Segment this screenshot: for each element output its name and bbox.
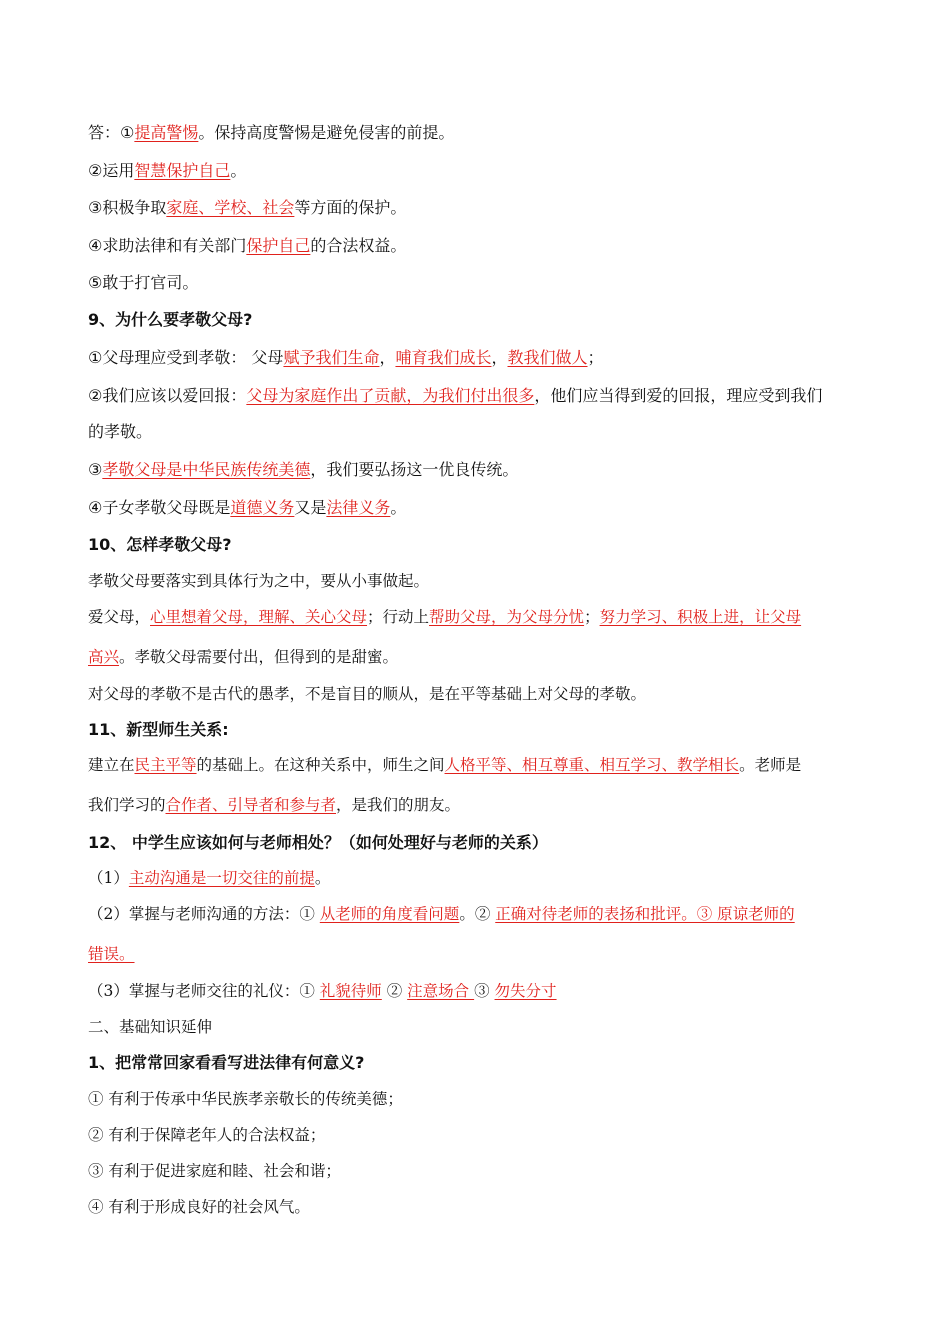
highlighted-answer: 孝敬父母是中华民族传统美德 bbox=[102, 460, 311, 479]
highlighted-answer: 从老师的角度看问题 bbox=[319, 905, 460, 923]
text-segment: 12、 中学生应该如何与老师相处？（如何处理好与老师的关系） bbox=[88, 833, 548, 852]
text-line bbox=[88, 943, 870, 965]
text-line bbox=[88, 1088, 870, 1110]
text-segment: ③ bbox=[88, 460, 103, 479]
text-segment: （2）掌握与老师沟通的方法：① bbox=[88, 905, 320, 923]
text-line bbox=[88, 832, 870, 854]
text-line bbox=[88, 197, 870, 219]
text-segment: 爱父母， bbox=[88, 608, 151, 626]
highlighted-answer: 合作者、引导者和参与者 bbox=[165, 796, 337, 814]
text-line bbox=[88, 646, 870, 668]
text-line bbox=[88, 570, 870, 592]
text-segment: 对父母的孝敬不是古代的愚孝，不是盲目的顺从，是在平等基础上对父母的孝敬。 bbox=[88, 685, 647, 703]
highlighted-answer: 智慧保护自己 bbox=[134, 161, 231, 180]
text-segment: 。 bbox=[314, 869, 331, 887]
text-segment: ；行动上 bbox=[367, 608, 430, 626]
text-line bbox=[88, 794, 870, 816]
text-segment: 。 bbox=[230, 161, 247, 180]
text-segment: ⑤敢于打官司。 bbox=[88, 273, 199, 292]
text-segment: （1） bbox=[88, 869, 129, 887]
text-segment: ，他们应当得到爱的回报，理应受到我们 bbox=[534, 386, 823, 405]
text-line bbox=[88, 1124, 870, 1146]
text-segment: ①父母理应受到孝敬： 父母 bbox=[88, 348, 284, 367]
highlighted-answer: 人格平等、相互尊重、相互学习、教学相长 bbox=[444, 756, 740, 774]
text-line bbox=[88, 683, 870, 705]
text-line bbox=[88, 421, 870, 443]
text-segment: ②我们应该以爱回报： bbox=[88, 386, 247, 405]
text-line bbox=[88, 867, 870, 889]
text-segment: ③积极争取 bbox=[88, 198, 167, 217]
text-line bbox=[88, 160, 870, 182]
highlighted-answer: 教我们做人 bbox=[507, 348, 588, 367]
text-segment: 答：① bbox=[88, 123, 135, 142]
text-segment: （3）掌握与老师交往的礼仪：① bbox=[88, 982, 320, 1000]
highlighted-answer: 道德义务 bbox=[230, 498, 295, 517]
text-line bbox=[88, 1196, 870, 1218]
text-segment: 10、怎样孝敬父母? bbox=[88, 535, 232, 554]
text-segment: ，是我们的朋友。 bbox=[336, 796, 461, 814]
text-line bbox=[88, 272, 870, 294]
highlighted-answer: 保护自己 bbox=[246, 236, 311, 255]
highlighted-answer: 主动沟通是一切交往的前提 bbox=[128, 869, 315, 887]
text-line bbox=[88, 122, 870, 144]
highlighted-answer: 家庭、学校、社会 bbox=[166, 198, 295, 217]
text-segment: ， bbox=[379, 348, 396, 367]
text-line bbox=[88, 719, 870, 741]
highlighted-answer: 高兴 bbox=[88, 648, 120, 666]
text-segment: 我们学习的 bbox=[88, 796, 166, 814]
text-segment: ②运用 bbox=[88, 161, 135, 180]
text-segment: ，我们要弘扬这一优良传统。 bbox=[310, 460, 519, 479]
text-segment: 建立在 bbox=[88, 756, 135, 774]
text-segment: 9、为什么要孝敬父母? bbox=[88, 310, 253, 329]
text-segment: 二、基础知识延伸 bbox=[88, 1018, 213, 1036]
text-segment: ③ bbox=[474, 982, 495, 1000]
text-segment: 。孝敬父母需要付出，但得到的是甜蜜。 bbox=[119, 648, 399, 666]
text-segment: 。保持高度警惕是避免侵害的前提。 bbox=[198, 123, 455, 142]
text-segment: ④ 有利于形成良好的社会风气。 bbox=[88, 1198, 310, 1216]
text-segment: 孝敬父母要落实到具体行为之中，要从小事做起。 bbox=[88, 572, 430, 590]
highlighted-answer: 勿失分寸 bbox=[494, 982, 557, 1000]
highlighted-answer: 父母为家庭作出了贡献，为我们付出很多 bbox=[246, 386, 535, 405]
highlighted-answer: 努力学习、积极上进，让父母 bbox=[599, 608, 802, 626]
text-line bbox=[88, 980, 870, 1002]
highlighted-answer: 礼貌待师 bbox=[319, 982, 382, 1000]
highlighted-answer: 帮助父母，为父母分忧 bbox=[429, 608, 585, 626]
text-line bbox=[88, 903, 870, 925]
text-segment: 。② bbox=[459, 905, 496, 923]
text-line bbox=[88, 309, 870, 331]
text-line bbox=[88, 347, 870, 369]
text-segment: ① 有利于传承中华民族孝亲敬长的传统美德； bbox=[88, 1090, 403, 1108]
highlighted-answer: 民主平等 bbox=[134, 756, 197, 774]
text-line bbox=[88, 235, 870, 257]
highlighted-answer: 哺育我们成长 bbox=[395, 348, 492, 367]
highlighted-answer: 错误。 bbox=[88, 945, 135, 963]
highlighted-answer: 正确对待老师的表扬和批评。③ 原谅老师的 bbox=[495, 905, 795, 923]
text-line bbox=[88, 754, 870, 776]
highlighted-answer: 法律义务 bbox=[326, 498, 391, 517]
text-segment: 的合法权益。 bbox=[310, 236, 407, 255]
highlighted-answer: 赋予我们生命 bbox=[283, 348, 380, 367]
highlighted-answer: 心里想着父母，理解、关心父母 bbox=[150, 608, 368, 626]
text-line bbox=[88, 1052, 870, 1074]
text-segment: ③ 有利于促进家庭和睦、社会和谐； bbox=[88, 1162, 341, 1180]
text-segment: 的基础上。在这种关系中，师生之间 bbox=[196, 756, 445, 774]
text-line bbox=[88, 459, 870, 481]
text-line bbox=[88, 385, 870, 407]
text-line bbox=[88, 606, 870, 628]
text-segment: 又是 bbox=[294, 498, 327, 517]
text-segment: 11、新型师生关系: bbox=[88, 720, 229, 739]
text-segment: 1、把常常回家看看写进法律有何意义? bbox=[88, 1053, 365, 1072]
text-segment: ， bbox=[491, 348, 508, 367]
text-segment: ④子女孝敬父母既是 bbox=[88, 498, 231, 517]
text-segment: 的孝敬。 bbox=[88, 422, 153, 441]
text-segment: ④求助法律和有关部门 bbox=[88, 236, 247, 255]
text-line bbox=[88, 1160, 870, 1182]
highlighted-answer: 提高警惕 bbox=[134, 123, 199, 142]
text-segment: ； bbox=[587, 348, 604, 367]
text-line bbox=[88, 534, 870, 556]
text-segment: ② 有利于保障老年人的合法权益； bbox=[88, 1126, 326, 1144]
text-line bbox=[88, 497, 870, 519]
highlighted-answer: 注意场合 bbox=[407, 982, 475, 1000]
text-segment: ； bbox=[584, 608, 600, 626]
text-segment: 。老师是 bbox=[739, 756, 802, 774]
text-line bbox=[88, 1016, 870, 1038]
text-segment: 等方面的保护。 bbox=[294, 198, 407, 217]
text-segment: ② bbox=[381, 982, 408, 1000]
text-segment: 。 bbox=[390, 498, 407, 517]
